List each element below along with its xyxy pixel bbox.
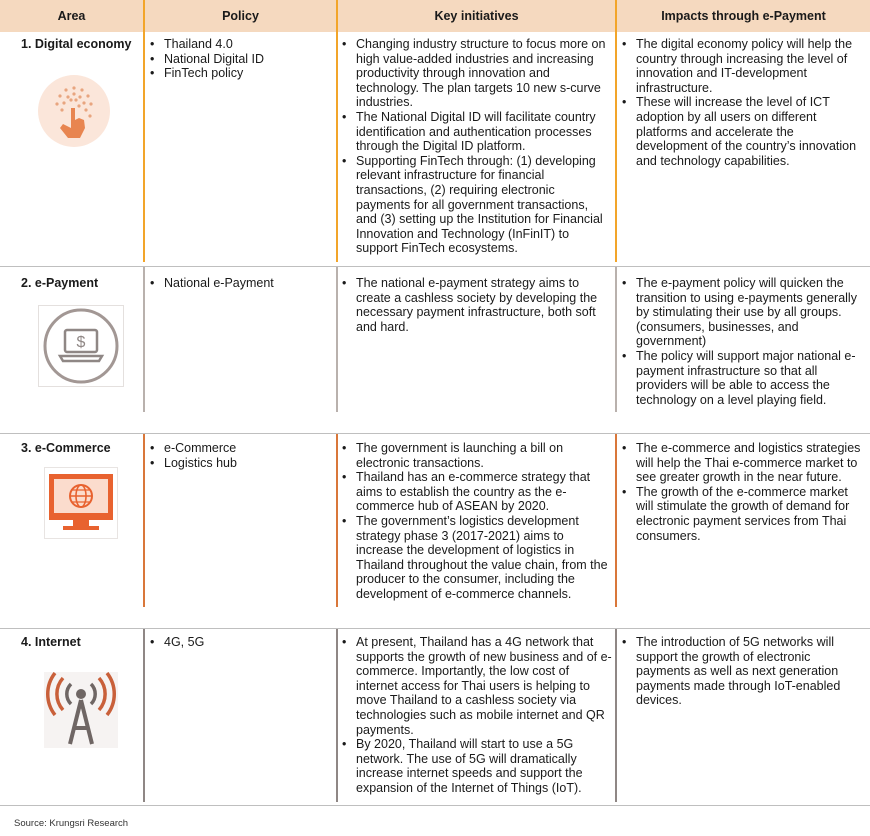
signal-tower-icon <box>44 672 118 748</box>
row-divider <box>0 266 870 267</box>
list-item: • The e-payment policy will quicken the transition to using e-payments generally by stimulating their use by all groups. (consumers, businesses, and government) <box>620 276 866 349</box>
list-item: • Thailand has an e-commerce strategy that aims to establish the country as the e-commerce hub of ASEAN by 2020. <box>340 470 612 514</box>
list-item: • The policy will support major national e-payment infrastructure so that all providers will be able to access the technology on a level playing field. <box>620 349 866 407</box>
column-divider <box>615 267 617 412</box>
impacts-list <box>620 276 866 407</box>
list-item: • The National Digital ID will facilitate country identification and authentication processes through the Digital ID platform. <box>340 110 612 154</box>
row-divider <box>0 628 870 629</box>
header-divider <box>615 0 617 32</box>
list-item: • National e-Payment <box>148 276 332 291</box>
list-item: • e-Commerce <box>148 441 332 456</box>
svg-text:$: $ <box>76 334 86 351</box>
column-divider <box>336 32 338 262</box>
column-divider <box>336 434 338 607</box>
list-item: • Logistics hub <box>148 456 332 471</box>
header-area: Area <box>57 9 86 23</box>
column-divider <box>143 434 145 607</box>
list-item: • These will increase the level of ICT adoption by all users on different platforms and accelerate the development of the country’s innovation and technology capabilities. <box>620 95 866 168</box>
source-note: Source: Krungsri Research <box>14 818 129 829</box>
initiatives-list <box>340 37 612 256</box>
table-header <box>0 0 870 32</box>
list-item: • 4G, 5G <box>148 635 332 650</box>
touch-hand-icon <box>38 70 110 152</box>
list-item: • FinTech policy <box>148 66 332 81</box>
policy-list <box>148 276 332 291</box>
policy-list <box>148 635 332 650</box>
header-initiatives: Key initiatives <box>434 9 519 23</box>
column-divider <box>143 32 145 262</box>
column-divider <box>336 267 338 412</box>
list-item: • Supporting FinTech through: (1) developing relevant infrastructure for financial transactions, (2) requiring electronic payments for all government transactions, and (3) setting up the Institution for Financial Innovation and Technology (InFinIT) to support FinTech ecosystems. <box>340 154 612 256</box>
header-divider <box>336 0 338 32</box>
impacts-list <box>620 635 866 708</box>
list-item: • The national e-payment strategy aims to create a cashless society by developing the necessary payment infrastructure, both soft and hard. <box>340 276 612 334</box>
header-policy: Policy <box>222 9 259 23</box>
initiatives-list <box>340 441 612 602</box>
header-divider <box>143 0 145 32</box>
policy-list <box>148 441 332 470</box>
column-divider <box>336 629 338 802</box>
policy-list <box>148 37 332 81</box>
area-title: 4. Internet <box>21 635 81 649</box>
list-item: • The digital economy policy will help the country through increasing the level of innovation and IT-development infrastructure. <box>620 37 866 95</box>
area-title: 3. e-Commerce <box>21 441 111 455</box>
column-divider <box>615 629 617 802</box>
initiatives-list <box>340 635 612 796</box>
impacts-list <box>620 37 866 168</box>
list-item: • By 2020, Thailand will start to use a 5G network. The use of 5G will dramatically increase internet speeds and support the expansion of the Internet of Things (IoT). <box>340 737 612 795</box>
column-divider <box>143 267 145 412</box>
column-divider <box>143 629 145 802</box>
area-title: 1. Digital economy <box>21 37 132 51</box>
column-divider <box>615 32 617 262</box>
laptop-dollar-icon <box>38 305 124 387</box>
list-item: • The e-commerce and logistics strategies will help the Thai e-commerce market to see greater growth in the near future. <box>620 441 866 485</box>
area-title: 2. e-Payment <box>21 276 99 290</box>
list-item: • Thailand 4.0 <box>148 37 332 52</box>
list-item: • At present, Thailand has a 4G network that supports the growth of new business and of e-commerce. Importantly, the low cost of internet access for Thai users is helping to move Thailand to a cashless society via technologies such as mobile internet and QR payments. <box>340 635 612 737</box>
list-item: • The government is launching a bill on electronic transactions. <box>340 441 612 470</box>
header-impacts: Impacts through e-Payment <box>661 9 826 23</box>
column-divider <box>615 434 617 607</box>
list-item: • National Digital ID <box>148 52 332 67</box>
impacts-list <box>620 441 866 543</box>
monitor-globe-icon <box>44 467 118 539</box>
list-item: • The growth of the e-commerce market will stimulate the growth of demand for electronic payment services from Thai consumers. <box>620 485 866 543</box>
list-item: • The government’s logistics development strategy phase 3 (2017-2021) aims to increase the development of logistics in Thailand throughout the value chain, from the producer to the consumer, including the development of e-commerce channels. <box>340 514 612 602</box>
list-item: • Changing industry structure to focus more on high value-added industries and increasing productivity through innovation and technology. The plan targets 10 new s-curve industries. <box>340 37 612 110</box>
initiatives-list <box>340 276 612 334</box>
row-divider <box>0 433 870 434</box>
list-item: • The introduction of 5G networks will support the growth of electronic payments as well as next generation payments made through IoT-enabled devices. <box>620 635 866 708</box>
row-divider <box>0 805 870 806</box>
